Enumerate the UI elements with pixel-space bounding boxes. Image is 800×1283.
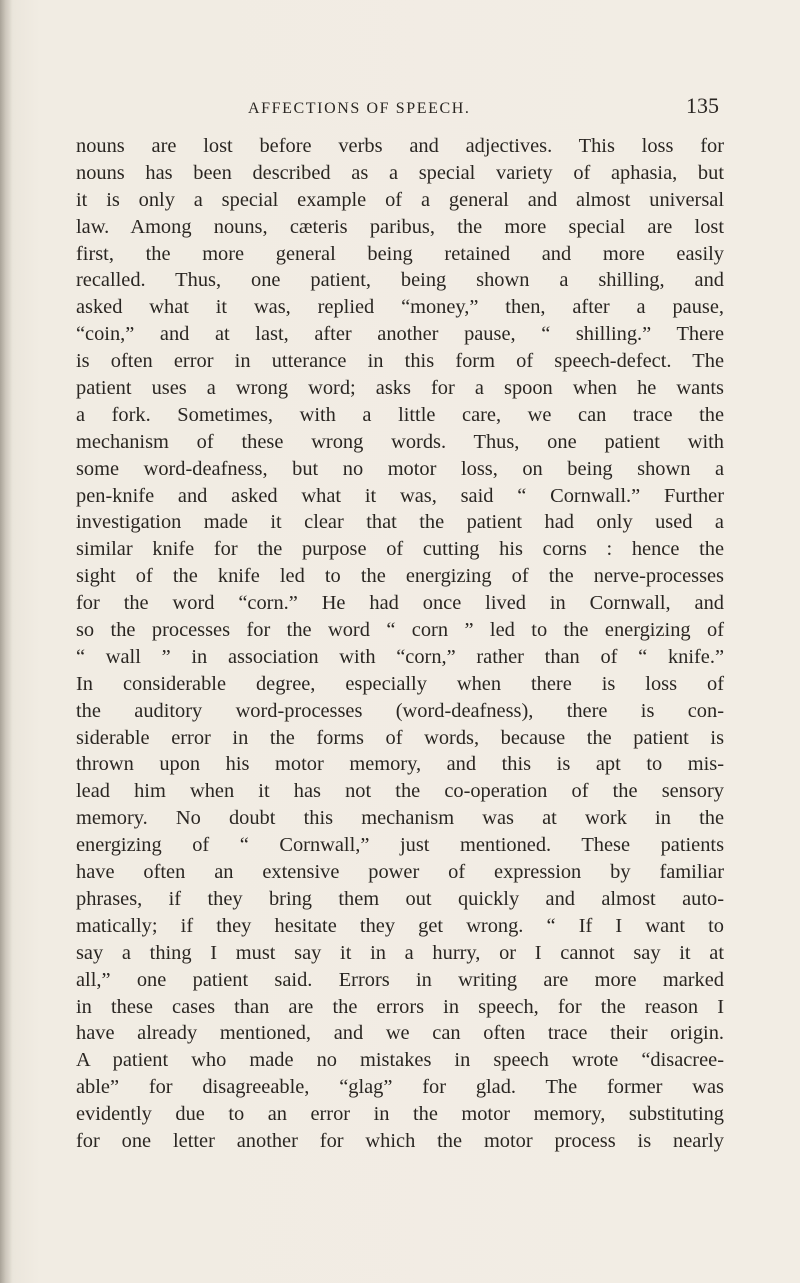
text-line: nouns are lost before verbs and adjectives. This loss for: [76, 135, 724, 157]
text-line: memory. No doubt this mechanism was at work in the: [76, 807, 724, 830]
text-line: is often error in utterance in this form of speech-defect. The: [76, 350, 724, 373]
text-line: a fork. Sometimes, with a little care, we can trace the: [76, 403, 724, 426]
text-line: have often an extensive power of expression by familiar: [76, 861, 724, 884]
text-line: say a thing I must say it in a hurry, or I cannot say it at: [76, 941, 724, 964]
text-line: so the processes for the word “ corn ” led to the energizing of: [76, 619, 724, 642]
text-line: similar knife for the purpose of cutting his corns : hence the: [76, 538, 724, 561]
text-line: the auditory word-processes (word-deafness), there is con-: [76, 699, 724, 722]
text-line: pen-knife and asked what it was, said “ Cornwall.” Further: [76, 484, 724, 507]
text-line: for the word “corn.” He had once lived in Cornwall, and: [76, 592, 724, 615]
text-line: matically; if they hesitate they get wrong. “ If I want to: [76, 914, 724, 937]
text-line: phrases, if they bring them out quickly and almost auto-: [76, 887, 724, 910]
text-line: in these cases than are the errors in speech, for the reason I: [76, 995, 724, 1018]
text-line: investigation made it clear that the patient had only used a: [76, 511, 724, 534]
text-line: evidently due to an error in the motor memory, substituting: [76, 1103, 724, 1126]
text-line: sight of the knife led to the energizing of the nerve-processes: [76, 565, 724, 588]
page-number: 135: [686, 93, 719, 118]
text-line: first, the more general being retained and more easily: [76, 242, 724, 265]
text-line: patient uses a wrong word; asks for a spoon when he wants: [76, 377, 724, 400]
body-text: [76, 133, 724, 1155]
text-line: “coin,” and at last, after another pause, “ shilling.” There: [76, 323, 724, 346]
text-line: able” for disagreeable, “glag” for glad. The former was: [76, 1076, 724, 1099]
running-head: AFFECTIONS OF SPEECH.: [248, 100, 471, 117]
text-line: energizing of “ Cornwall,” just mentioned. These patients: [76, 834, 724, 857]
text-line: “ wall ” in association with “corn,” rather than of “ knife.”: [76, 645, 724, 668]
text-line: asked what it was, replied “money,” then, after a pause,: [76, 296, 724, 319]
text-line: law. Among nouns, cæteris paribus, the more special are lost: [76, 215, 724, 238]
text-line: have already mentioned, and we can often trace their origin.: [76, 1022, 724, 1045]
page-gutter: [0, 0, 12, 1283]
text-line: lead him when it has not the co-operation of the sensory: [76, 780, 724, 803]
text-line: A patient who made no mistakes in speech wrote “disacree-: [76, 1049, 724, 1072]
text-line: thrown upon his motor memory, and this is apt to mis-: [76, 753, 724, 776]
text-line: it is only a special example of a general and almost universal: [76, 188, 724, 211]
text-line: recalled. Thus, one patient, being shown a shilling, and: [76, 269, 724, 292]
text-line: for one letter another for which the motor process is nearly: [76, 1129, 724, 1152]
text-line: nouns has been described as a special variety of aphasia, but: [76, 161, 724, 184]
text-line: siderable error in the forms of words, because the patient is: [76, 726, 724, 749]
text-line: some word-deafness, but no motor loss, on being shown a: [76, 457, 724, 480]
text-line: In considerable degree, especially when there is loss of: [76, 672, 724, 695]
text-line: all,” one patient said. Errors in writing are more marked: [76, 968, 724, 991]
text-line: mechanism of these wrong words. Thus, one patient with: [76, 430, 724, 453]
